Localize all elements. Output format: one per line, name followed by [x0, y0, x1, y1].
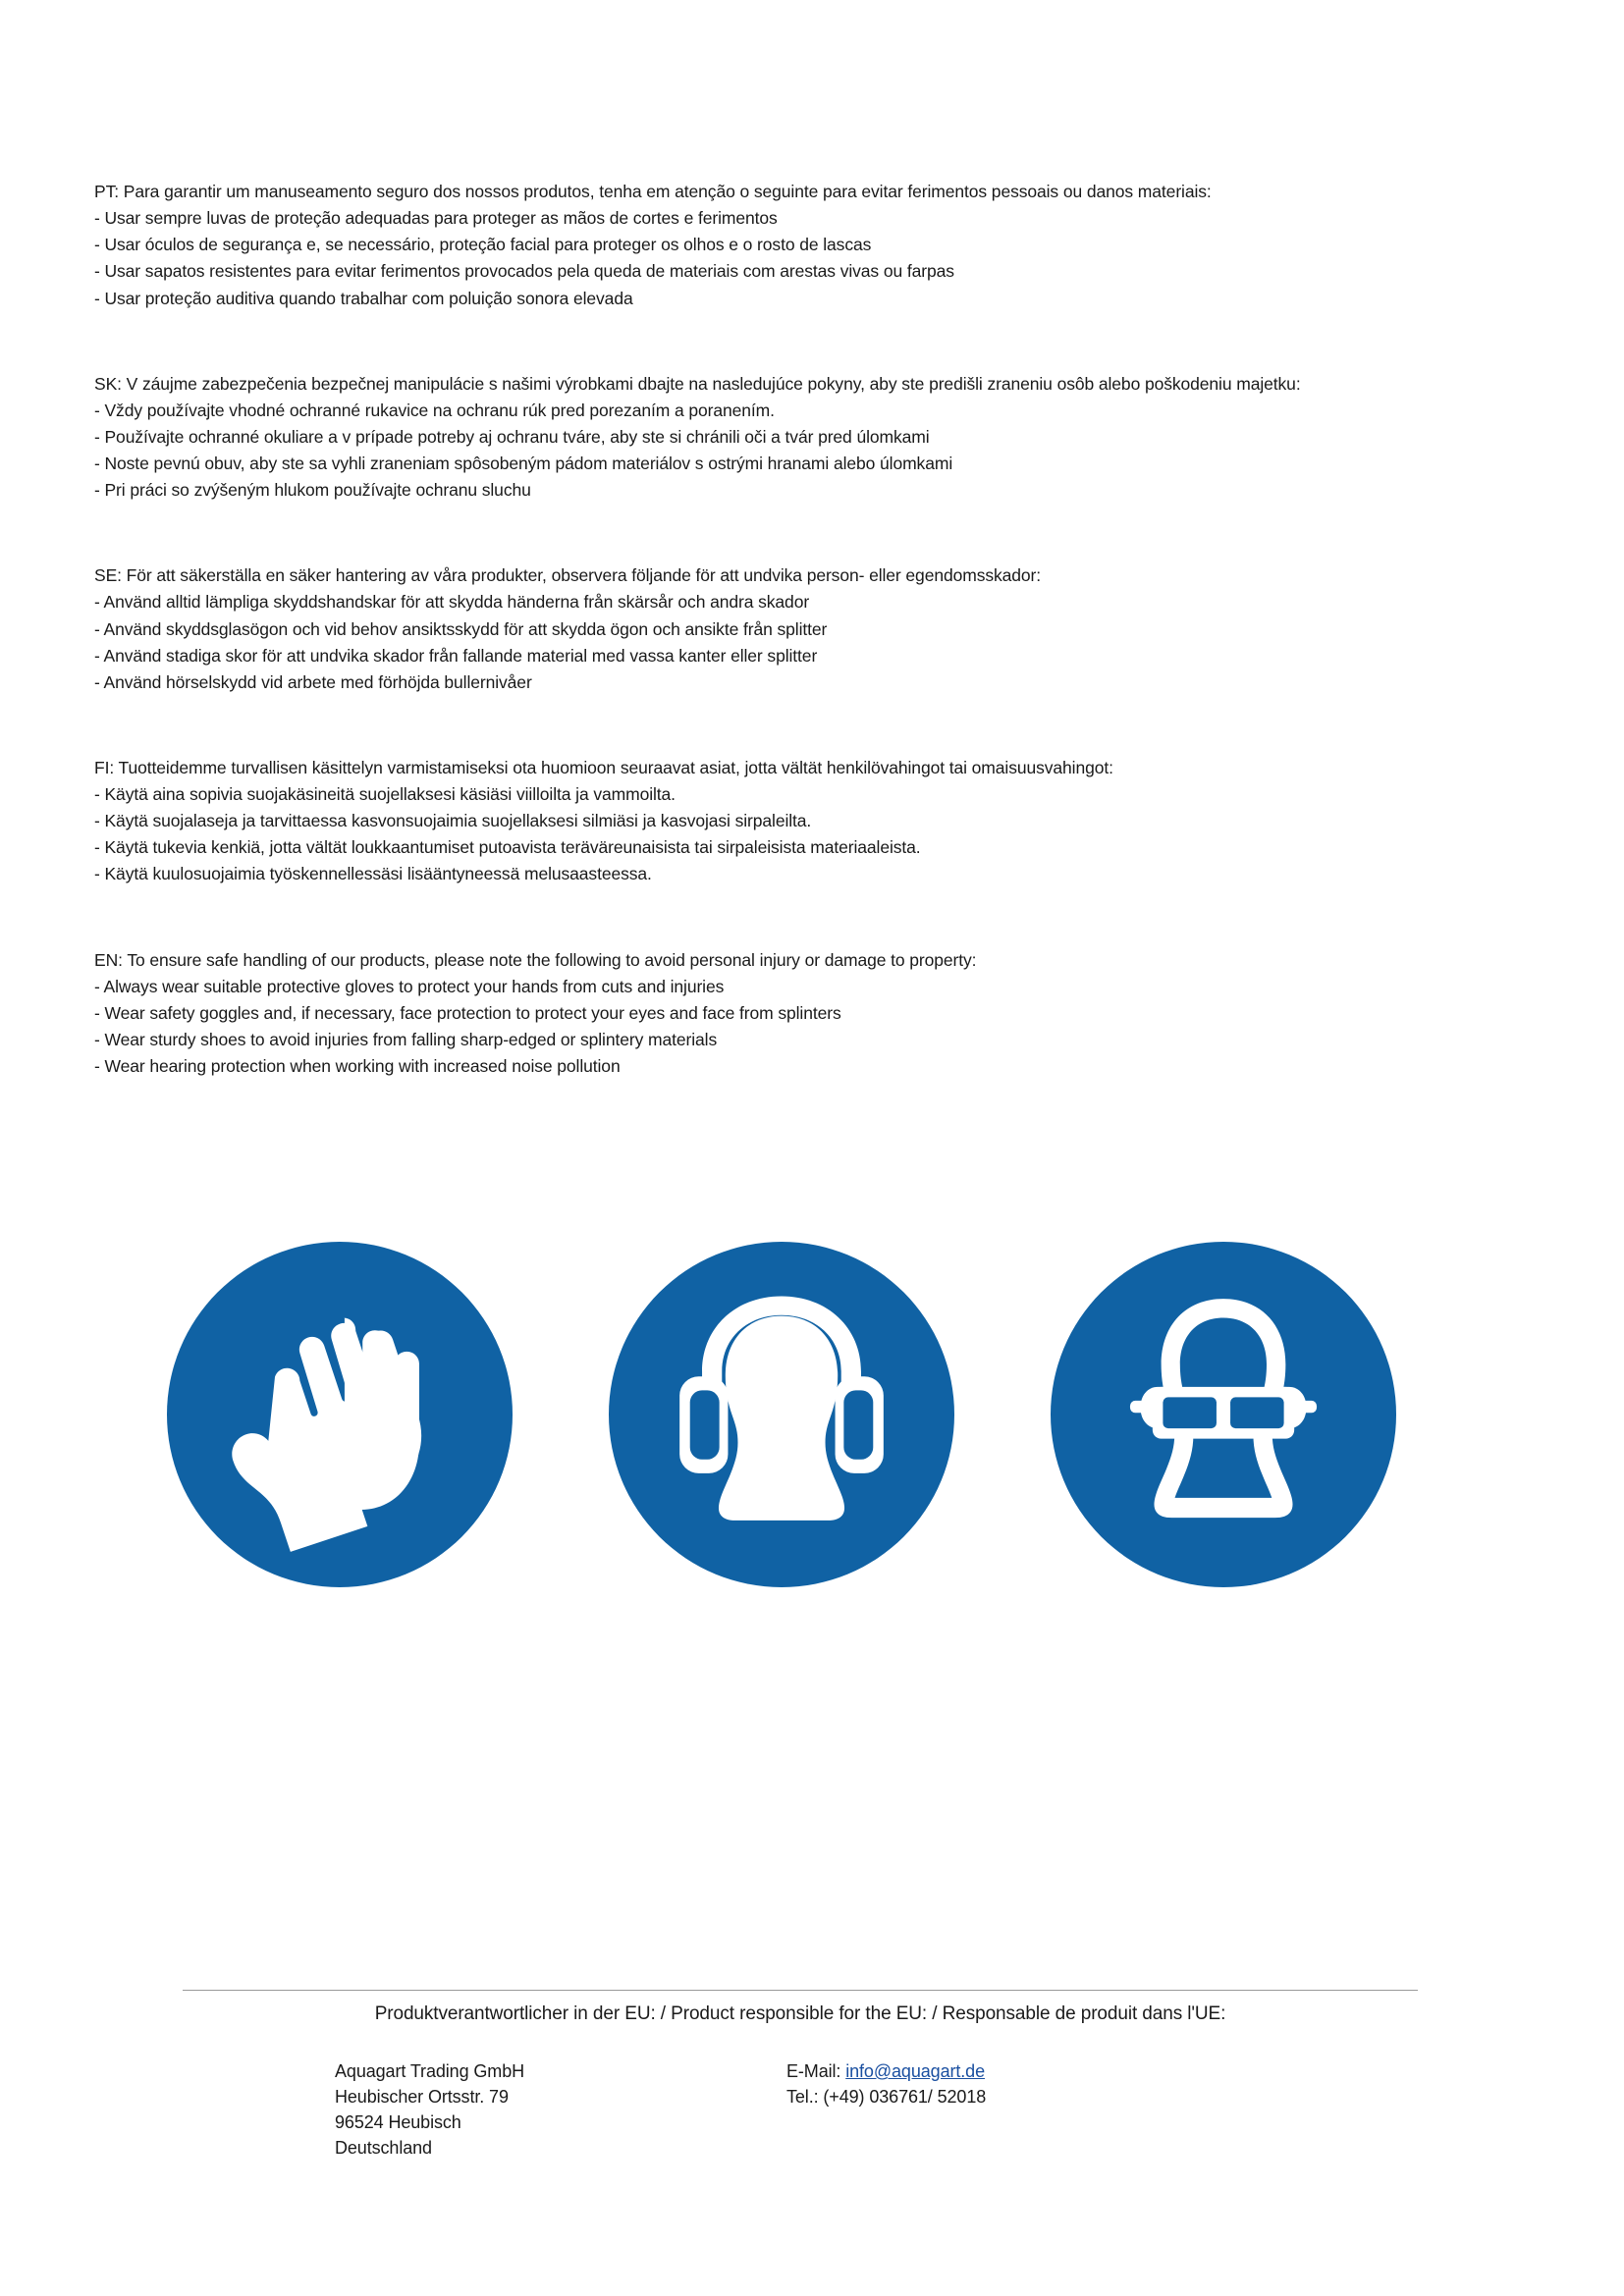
en-line-3: - Wear sturdy shoes to avoid injuries from falling sharp-edged or splintery materials [94, 1029, 718, 1049]
sk-line-4: - Pri práci so zvýšeným hlukom používajte ochranu sluchu [94, 480, 531, 501]
language-block-fi [94, 755, 1469, 888]
sk-line-2: - Používajte ochranné okuliare a v prípade potreby aj ochranu tváre, aby ste si chránili oči a tvár pred úlomkami [94, 426, 930, 447]
footer-divider [183, 1990, 1418, 1991]
language-block-se [94, 562, 1469, 696]
company-name: Aquagart Trading GmbH [335, 2061, 524, 2081]
se-line-3: - Använd stadiga skor för att undvika skador från fallande material med vassa kanter eller splitter [94, 645, 818, 666]
email-link[interactable]: info@aquagart.de [845, 2061, 985, 2081]
phone-row: Tel.: (+49) 036761/ 52018 [786, 2087, 987, 2108]
pt-line-2: - Usar óculos de segurança e, se necessário, proteção facial para proteger os olhos e o rosto de lascas [94, 235, 872, 255]
en-line-1: - Always wear suitable protective gloves to protect your hands from cuts and injuries [94, 976, 725, 996]
en-line-4: - Wear hearing protection when working with increased noise pollution [94, 1056, 621, 1076]
se-line-2: - Använd skyddsglasögon och vid behov ansiktsskydd för att skydda ögon och ansikte från splitter [94, 618, 828, 639]
language-block-pt [94, 179, 1469, 312]
sk-line-3: - Noste pevnú obuv, aby ste sa vyhli zraneniam spôsobeným pádom materiálov s ostrými hranami alebo úlomkami [94, 454, 953, 473]
email-label: E-Mail: [786, 2061, 846, 2081]
company-country: Deutschland [335, 2138, 432, 2159]
safety-instructions-content [94, 179, 1469, 1080]
se-line-4: - Använd hörselskydd vid arbete med förhöjda bullernivåer [94, 671, 532, 692]
language-block-sk [94, 371, 1469, 505]
pt-line-3: - Usar sapatos resistentes para evitar ferimentos provocados pela queda de materiais com arestas vivas ou farpas [94, 261, 954, 282]
pt-intro: PT: Para garantir um manuseamento seguro dos nossos produtos, tenha em atenção o seguinte para evitar ferimentos pessoais ou danos materiais: [94, 182, 1212, 201]
sk-intro: SK: V záujme zabezpečenia bezpečnej manipulácie s našimi výrobkami dbajte na nasledujúce pokyny, aby ste predišli zraneniu osôb alebo poškodeniu majetku: [94, 373, 1301, 394]
pt-line-4: - Usar proteção auditiva quando trabalhar com poluição sonora elevada [94, 288, 633, 308]
sk-line-1: - Vždy používajte vhodné ochranné rukavice na ochranu rúk pred porezaním a poranením. [94, 400, 775, 420]
ear-protection-icon [609, 1242, 954, 1587]
pt-line-1: - Usar sempre luvas de proteção adequadas para proteger as mãos de cortes e ferimentos [94, 208, 778, 229]
language-block-en [94, 947, 1469, 1081]
safety-goggles-icon [1051, 1242, 1396, 1587]
en-intro: EN: To ensure safe handling of our products, please note the following to avoid personal injury or damage to property: [94, 949, 977, 970]
fi-line-2: - Käytä suojalaseja ja tarvittaessa kasvonsuojaimia suojellaksesi silmiäsi ja kasvojasi sirpaleilta. [94, 811, 812, 831]
email-row [786, 2058, 1297, 2084]
fi-line-1: - Käytä aina sopivia suojakäsineitä suojellaksesi käsiäsi viilloilta ja vammoilta. [94, 784, 676, 804]
footer-contact-column [786, 2058, 1297, 2161]
footer-columns [183, 2058, 1418, 2161]
fi-line-3: - Käytä tukevia kenkiä, jotta vältät loukkaantumiset putoavista teräväreunaisista tai sirpaleisista materiaaleista. [94, 837, 921, 858]
footer-block [183, 1990, 1418, 2161]
pictogram-row [94, 1242, 1469, 1587]
company-city: 96524 Heubisch [335, 2112, 461, 2133]
company-street: Heubischer Ortsstr. 79 [335, 2087, 509, 2108]
se-intro: SE: För att säkerställa en säker hantering av våra produkter, observera följande för att undvika person- eller egendomsskador: [94, 565, 1042, 586]
se-line-1: - Använd alltid lämpliga skyddshandskar för att skydda händerna från skärsår och andra skador [94, 592, 810, 613]
protective-gloves-icon [167, 1242, 513, 1587]
footer-title: Produktverantwortlicher in der EU: / Product responsible for the EU: / Responsable de produit dans l'UE: [374, 2003, 1226, 2024]
en-line-2: - Wear safety goggles and, if necessary, face protection to protect your eyes and face from splinters [94, 1002, 841, 1023]
fi-line-4: - Käytä kuulosuojaimia työskennellessäsi lisääntyneessä melusaasteessa. [94, 864, 652, 884]
footer-address-column [335, 2058, 786, 2161]
fi-intro: FI: Tuotteidemme turvallisen käsittelyn varmistamiseksi ota huomioon seuraavat asiat, jotta vältät henkilövahingot tai omaisuusvahingot: [94, 757, 1113, 777]
